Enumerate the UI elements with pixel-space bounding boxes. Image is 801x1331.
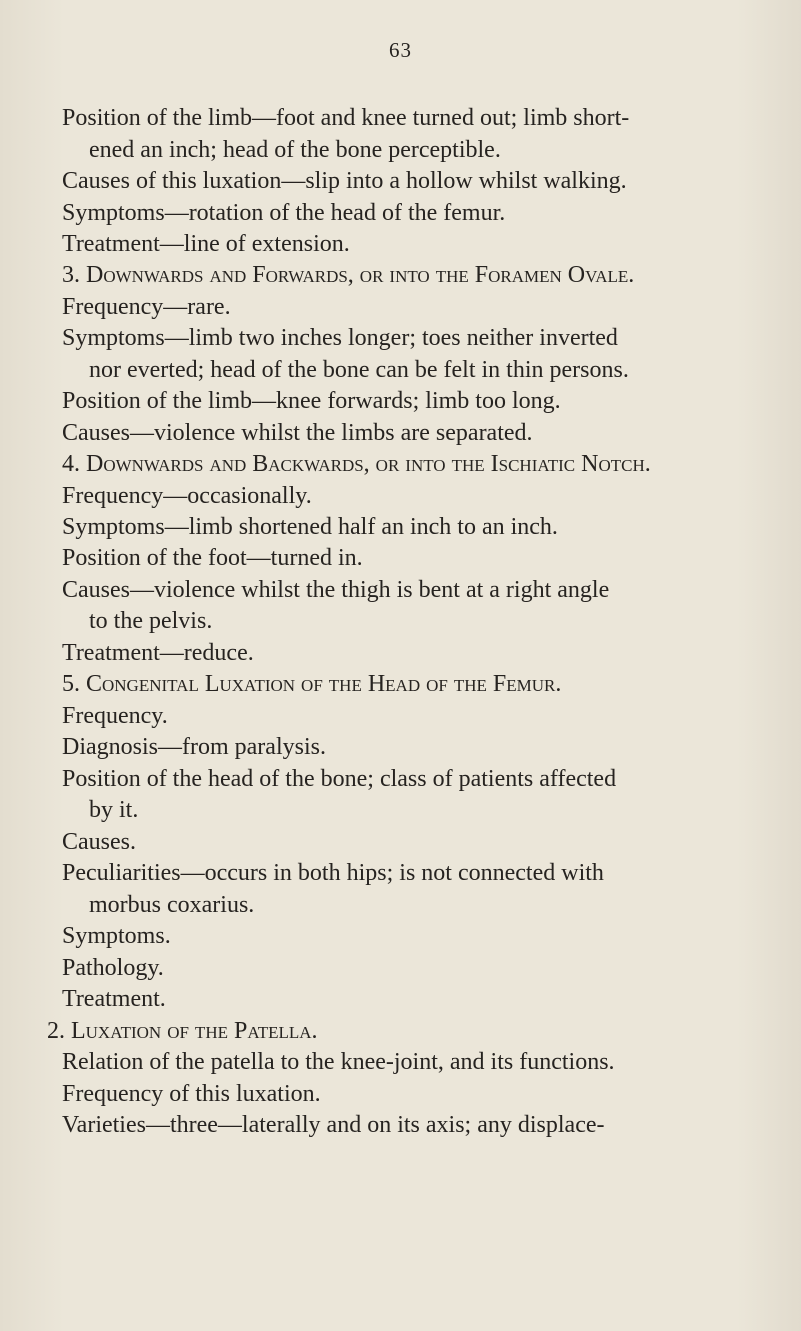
text-line: nor everted; head of the bone can be felt in thin persons. (89, 357, 629, 383)
section-heading: 5. Congenital Luxation of the Head of the Femur. (62, 671, 562, 697)
text-line: Treatment—line of extension. (62, 231, 350, 257)
text-line: Diagnosis—from paralysis. (62, 734, 326, 760)
text-line: Frequency. (62, 703, 168, 729)
text-line: Treatment—reduce. (62, 640, 254, 666)
text-line: Symptoms—rotation of the head of the femur. (62, 200, 506, 226)
text-line: to the pelvis. (89, 608, 213, 634)
text-line: Position of the foot—turned in. (62, 545, 363, 571)
text-line: by it. (89, 797, 139, 823)
text-line: Frequency—rare. (62, 294, 231, 320)
text-line: Relation of the patella to the knee-joint, and its functions. (62, 1049, 615, 1075)
text-line: Frequency—occasionally. (62, 483, 312, 509)
section-heading: 2. Luxation of the Patella. (47, 1018, 318, 1044)
text-line: Causes of this luxation—slip into a hollow whilst walking. (62, 168, 627, 194)
text-line: Causes. (62, 829, 136, 855)
text-line: ened an inch; head of the bone perceptible. (89, 137, 501, 163)
text-line: Peculiarities—occurs in both hips; is not connected with (62, 860, 604, 886)
text-line: Treatment. (62, 986, 166, 1012)
text-line: morbus coxarius. (89, 892, 255, 918)
section-heading: 3. Downwards and Forwards, or into the Foramen Ovale. (62, 262, 635, 288)
text-line: Symptoms. (62, 923, 171, 949)
text-line: Frequency of this luxation. (62, 1081, 321, 1107)
text-line: Causes—violence whilst the limbs are separated. (62, 420, 533, 446)
text-line: Symptoms—limb shortened half an inch to an inch. (62, 514, 558, 540)
section-heading: 4. Downwards and Backwards, or into the Ischiatic Notch. (62, 451, 651, 477)
text-line: Varieties—three—laterally and on its axis; any displace- (62, 1112, 605, 1138)
text-line: Position of the limb—foot and knee turned out; limb short- (62, 105, 630, 131)
text-line: Pathology. (62, 955, 164, 981)
text-line: Symptoms—limb two inches longer; toes neither inverted (62, 325, 618, 351)
page-number: 63 (389, 38, 412, 62)
text-line: Position of the head of the bone; class of patients affected (62, 766, 617, 792)
text-line: Position of the limb—knee forwards; limb too long. (62, 388, 561, 414)
text-line: Causes—violence whilst the thigh is bent at a right angle (62, 577, 610, 603)
